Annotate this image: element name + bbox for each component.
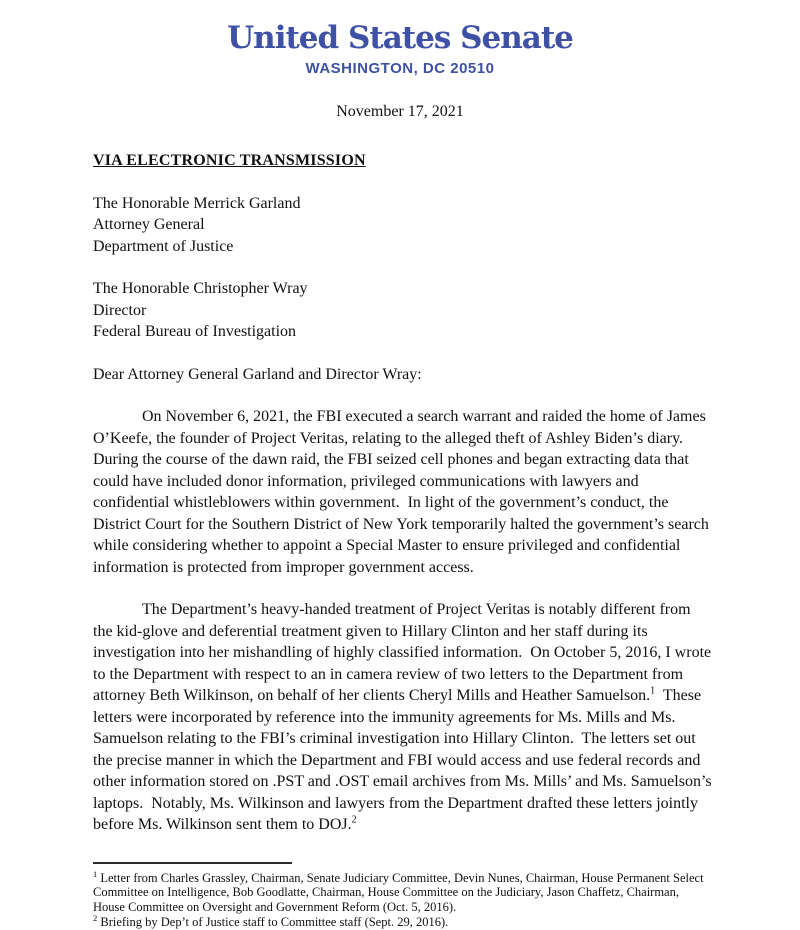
recipient-title: Director <box>93 301 147 319</box>
footnotes-section <box>93 862 712 930</box>
letter-body <box>93 150 716 930</box>
paragraph-2 <box>93 599 716 836</box>
paragraph-2-text-a: The Department’s heavy-handed treatment of Project Veritas is notably different from the kid-glove and deferential treatment given to Hillary Clinton and her staff during its investigation into her mishandling of highly classified information. On October 5, 2016, I wrote to the Department with respect to an in camera review of two letters to the Department from attorney Beth Wilkinson, on behalf of her clients Cheryl Mills and Heather Samuelson. <box>93 601 716 704</box>
footnote-divider <box>93 862 292 864</box>
footnote-2-text: Briefing by Dep’t of Justice staff to Committee staff (Sept. 29, 2016). <box>97 914 449 929</box>
letterhead-address: WASHINGTON, DC 20510 <box>305 60 495 77</box>
letter-date: November 17, 2021 <box>336 103 464 120</box>
senate-letterhead <box>0 0 800 77</box>
footnote-ref-1: 1 <box>650 685 656 697</box>
letterhead-title: United States Senate <box>227 20 573 56</box>
footnote-1-number: 1 <box>93 868 98 879</box>
footnote-2 <box>93 912 712 930</box>
recipient-block-wray <box>93 278 712 343</box>
footnote-ref-2: 2 <box>351 814 357 826</box>
footnote-1 <box>93 868 712 915</box>
recipient-name: The Honorable Merrick Garland <box>93 194 301 212</box>
recipient-organization: Department of Justice <box>93 237 234 255</box>
recipient-organization: Federal Bureau of Investigation <box>93 323 297 340</box>
salutation: Dear Attorney General Garland and Director Wray: <box>93 365 422 383</box>
delivery-method: VIA ELECTRONIC TRANSMISSION <box>93 152 366 169</box>
footnote-1-text: Letter from Charles Grassley, Chairman, Senate Judiciary Committee, Devin Nunes, Chairman, House Permanent Select Committee on Intelligence, Bob Goodlatte, Chairman, House Committee on the Judiciary, Jason Chaffetz, Chairman, House Committee on Oversight and Government Reform (Oct. 5, 2016). <box>93 870 707 915</box>
footnote-2-number: 2 <box>93 912 98 923</box>
paragraph-2-text-b: These letters were incorporated by reference into the immunity agreements for Ms. Mills and Ms. Samuelson relating to the FBI’s criminal investigation into Hillary Clinton. The letters set out the precise manner in which the Department and FBI would access and use federal records and other information stored on .PST and .OST email archives from Ms. Mills’ and Ms. Samuelson’s laptops. Notably, Ms. Wilkinson and lawyers from the Department drafted these letters jointly before Ms. Wilkinson sent them to DOJ. <box>93 687 716 833</box>
recipient-title: Attorney General <box>93 216 205 233</box>
paragraph-1: On November 6, 2021, the FBI executed a search warrant and raided the home of James O’Keefe, the founder of Project Veritas, relating to the alleged theft of Ashley Biden’s diary. During the course of the dawn raid, the FBI seized cell phones and began extracting data that could have included donor information, privileged communications with lawyers and confidential whistleblowers within government. In light of the government’s conduct, the District Court for the Southern District of New York temporarily halted the government’s search while considering whether to appoint a Special Master to ensure privileged and confidential information is protected from improper government access. <box>93 408 713 576</box>
recipient-block-garland <box>93 193 712 258</box>
recipient-name: The Honorable Christopher Wray <box>93 280 308 297</box>
